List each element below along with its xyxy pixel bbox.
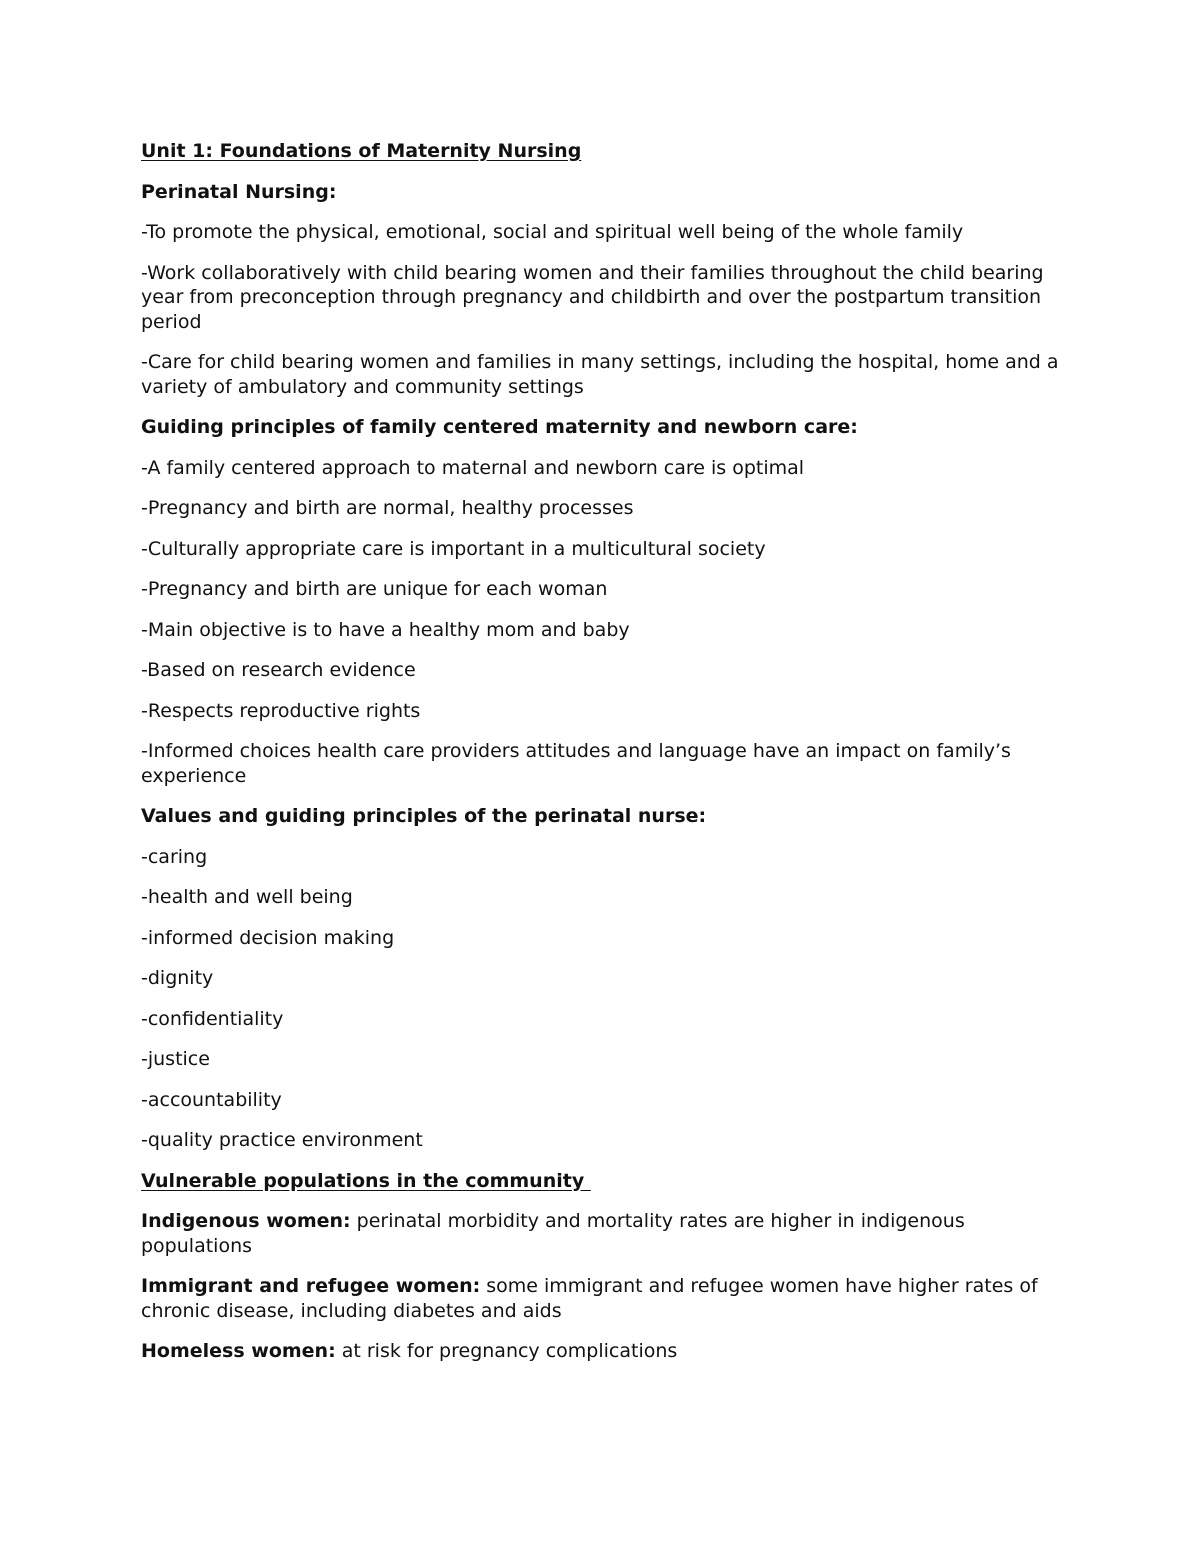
vulnerable-item-label: Homeless women: — [141, 1340, 336, 1362]
vulnerable-item-text: some immigrant and refugee women have higher rates of chronic disease, including diabetes and aids — [141, 1275, 1038, 1322]
values-heading: Values and guiding principles of the perinatal nurse: — [141, 805, 707, 827]
vulnerable-item-text: perinatal morbidity and mortality rates are higher in indigenous populations — [141, 1210, 965, 1257]
values-item: -dignity — [141, 967, 214, 989]
guiding-item: -Based on research evidence — [141, 659, 416, 681]
document-title: Unit 1: Foundations of Maternity Nursing — [141, 140, 582, 162]
perinatal-item: -Care for child bearing women and families in many settings, including the hospital, home and a variety of ambulatory and community settings — [141, 351, 1059, 398]
vulnerable-item-label: Indigenous women: — [141, 1210, 351, 1232]
guiding-item: -Pregnancy and birth are normal, healthy processes — [141, 497, 634, 519]
values-item: -informed decision making — [141, 926, 395, 949]
vulnerable-item-label: Immigrant and refugee women: — [141, 1275, 481, 1297]
vulnerable-item-text: at risk for pregnancy complications — [335, 1340, 678, 1362]
vulnerable-item — [141, 1339, 1061, 1364]
document-page — [141, 139, 1061, 1380]
values-item: -accountability — [141, 1088, 282, 1111]
perinatal-heading: Perinatal Nursing: — [141, 180, 337, 203]
values-item: -caring — [141, 845, 208, 868]
perinatal-item: -Work collaboratively with child bearing women and their families throughout the child bearing year from preconception through pregnancy and childbirth and over the postpartum transition period — [141, 261, 1044, 333]
vulnerable-item — [141, 1209, 1061, 1258]
guiding-item: -Informed choices health care providers attitudes and language have an impact on family’s experience — [141, 740, 1011, 787]
guiding-heading: Guiding principles of family centered maternity and newborn care: — [141, 416, 858, 438]
values-item: -health and well being — [141, 886, 353, 908]
perinatal-item: -To promote the physical, emotional, social and spiritual well being of the whole family — [141, 221, 964, 243]
guiding-item: -Respects reproductive rights — [141, 699, 421, 722]
values-item: -confidentiality — [141, 1007, 284, 1030]
guiding-item: -Culturally appropriate care is important in a multicultural society — [141, 537, 766, 560]
values-item: -justice — [141, 1048, 210, 1070]
guiding-item: -Main objective is to have a healthy mom and baby — [141, 618, 630, 641]
vulnerable-heading: Vulnerable populations in the community — [141, 1169, 591, 1192]
guiding-item: -A family centered approach to maternal and newborn care is optimal — [141, 456, 805, 479]
guiding-item: -Pregnancy and birth are unique for each woman — [141, 578, 608, 600]
vulnerable-item — [141, 1274, 1061, 1323]
values-item: -quality practice environment — [141, 1129, 423, 1151]
